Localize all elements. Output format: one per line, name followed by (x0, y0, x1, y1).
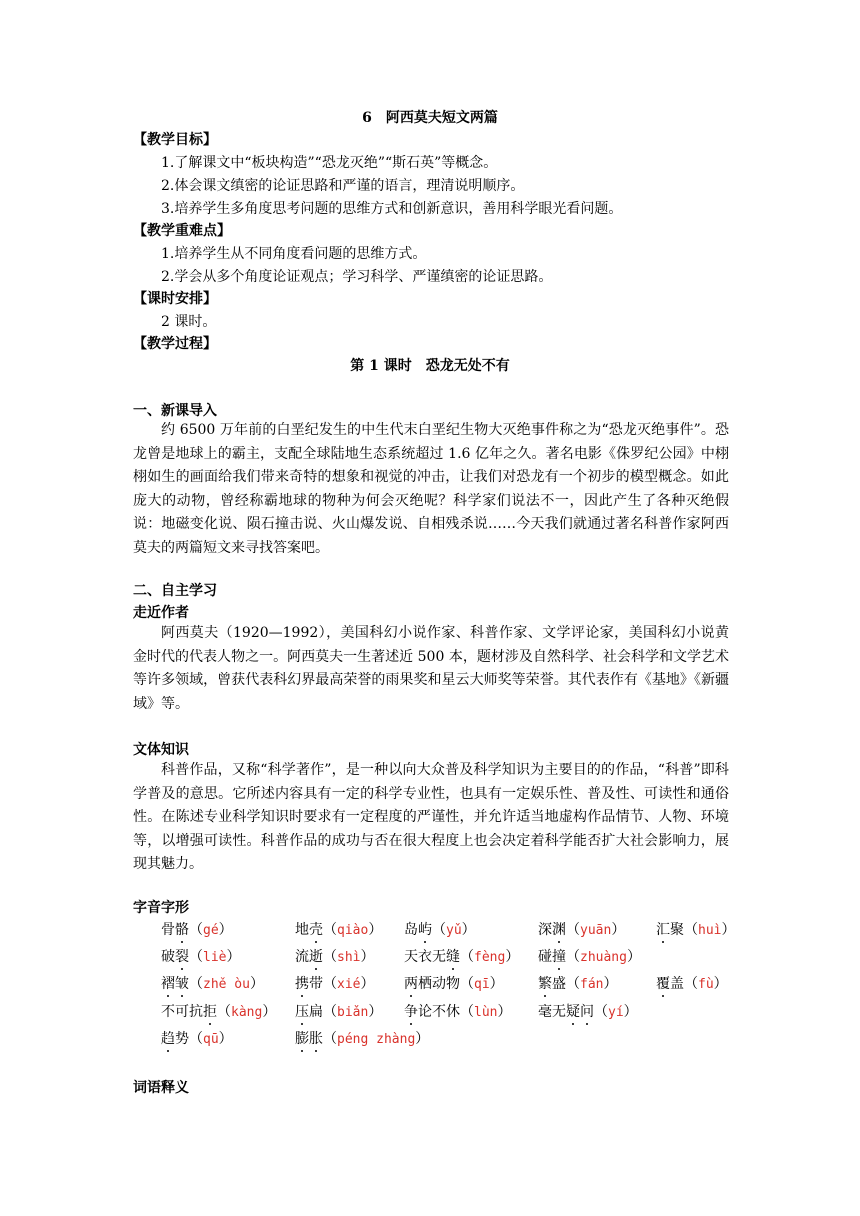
pronunciation-word: 碰撞 (538, 949, 566, 965)
section-heading-self-study: 二、自主学习 (133, 583, 217, 599)
pinyin-text: xié (337, 977, 361, 992)
pronunciation-word: 骨骼 (161, 922, 189, 938)
pinyin-text: yuān (580, 923, 612, 938)
pronunciation-word: 天衣无缝 (404, 949, 460, 965)
pronunciation-item: 碰撞（zhuàng） (538, 946, 641, 966)
pronunciation-item: 天衣无缝（fèng） (404, 946, 519, 966)
pinyin-text: fèng (474, 950, 506, 965)
pronunciation-word: 深渊 (538, 922, 566, 938)
pronunciation-word: 汇聚 (656, 922, 684, 938)
pinyin-text: péng zhàng (337, 1032, 416, 1047)
key-point-item: 2.学会从多个角度论证观点；学习科学、严谨缜密的论证思路。 (161, 269, 553, 285)
pinyin-text: shì (337, 950, 361, 965)
pronunciation-word: 压扁 (295, 1004, 323, 1020)
pinyin-text: fán (580, 977, 604, 992)
pronunciation-heading: 字音字形 (133, 900, 189, 916)
pronunciation-word: 岛屿 (404, 922, 432, 938)
pronunciation-word: 两栖动物 (404, 976, 460, 992)
schedule-value: 2 课时。 (161, 314, 217, 330)
pronunciation-word: 不可抗拒 (161, 1004, 217, 1020)
pronunciation-word: 流逝 (295, 949, 323, 965)
pronunciation-item: 岛屿（yǔ） (404, 919, 476, 939)
pinyin-text: gé (203, 923, 219, 938)
pronunciation-item: 两栖动物（qī） (404, 973, 504, 993)
intro-paragraph: 约 6500 万年前的白垩纪发生的中生代末白垩纪生物大灭绝事件称之为“恐龙灭绝事件”。恐龙曾是地球上的霸主，支配全球陆地生态系统超过 1.6 亿年之久。著名电影《侏罗纪公园》中栩栩如生的画面给我们带来奇特的想象和视觉的冲击，让我们对恐龙有一个初步的模型概念。如此庞大的动物，曾经称霸地球的物种为何会灭绝呢？科学家们说法不一，因此产生了各种灭绝假说：地磁变化说、陨石撞击说、火山爆发说、自相残杀说……今天我们就通过著名科普作家阿西莫夫的两篇短文来寻找答案吧。 (133, 422, 729, 556)
pronunciation-item: 流逝（shì） (295, 946, 374, 966)
pinyin-text: liè (203, 950, 227, 965)
document-title: 6 阿西莫夫短文两篇 (362, 110, 498, 126)
key-points-heading: 【教学重难点】 (133, 223, 231, 239)
pronunciation-word: 地壳 (295, 922, 323, 938)
pronunciation-word: 趋势 (161, 1031, 189, 1047)
author-paragraph: 阿西莫夫（1920—1992），美国科幻小说作家、科普作家、文学评论家，美国科幻小说黄金时代的代表人物之一。阿西莫夫一生著述近 500 本，题材涉及自然科学、社会科学和文学艺术等许多领域，曾获代表科幻界最高荣誉的雨果奖和星云大师奖等荣誉。其代表作有《基地》《新疆域》等。 (133, 625, 729, 712)
pronunciation-item: 毫无疑问（yí） (538, 1001, 638, 1021)
pinyin-text: qiào (337, 923, 369, 938)
pronunciation-item: 携带（xié） (295, 973, 374, 993)
pinyin-text: kàng (231, 1005, 263, 1020)
schedule-heading: 【课时安排】 (133, 291, 217, 307)
pinyin-text: yǔ (446, 923, 462, 938)
pinyin-text: huì (698, 923, 722, 938)
pronunciation-item: 地壳（qiào） (295, 919, 382, 939)
pinyin-text: qū (203, 1032, 219, 1047)
pronunciation-item: 争论不休（lùn） (404, 1001, 511, 1021)
pinyin-text: fù (698, 977, 714, 992)
pronunciation-item: 压扁（biǎn） (295, 1001, 382, 1021)
genre-paragraph: 科普作品，又称“科学著作”，是一种以向大众普及科学知识为主要目的的作品，“科普”即科学普及的意思。它所述内容具有一定的科学专业性，也具有一定娱乐性、普及性、可读性和通俗性。在陈述专业科学知识时要求有一定程度的严谨性，并允许适当地虚构作品情节、人物、环境等，以增强可读性。科普作品的成功与否在很大程度上也会决定着科学能否扩大社会影响力，展现其魅力。 (133, 762, 729, 872)
pronunciation-item: 深渊（yuān） (538, 919, 625, 939)
section-heading-intro: 一、新课导入 (133, 403, 217, 419)
pronunciation-item: 覆盖（fù） (656, 973, 728, 993)
pronunciation-item: 破裂（liè） (161, 946, 240, 966)
goal-item: 1.了解课文中“板块构造”“恐龙灭绝”“斯石英”等概念。 (161, 155, 498, 171)
pronunciation-item: 趋势（qū） (161, 1028, 233, 1048)
pronunciation-item: 膨胀（péng zhàng） (295, 1028, 429, 1048)
goals-heading: 【教学目标】 (133, 132, 217, 148)
pronunciation-word: 膨胀 (295, 1031, 323, 1047)
pronunciation-item: 繁盛（fán） (538, 973, 617, 993)
pinyin-text: zhě òu (203, 977, 250, 992)
pinyin-text: biǎn (337, 1005, 369, 1020)
vocabulary-heading: 词语释义 (133, 1080, 189, 1096)
pinyin-text: yí (608, 1005, 624, 1020)
pronunciation-word: 褶皱 (161, 976, 189, 992)
lesson-title: 第 1 课时 恐龙无处不有 (350, 358, 510, 374)
pinyin-text: zhuàng (580, 950, 627, 965)
genre-heading: 文体知识 (133, 742, 189, 758)
pronunciation-word: 覆盖 (656, 976, 684, 992)
pronunciation-word: 繁盛 (538, 976, 566, 992)
pronunciation-item: 褶皱（zhě òu） (161, 973, 264, 993)
pronunciation-word: 争论不休 (404, 1004, 460, 1020)
pronunciation-word: 携带 (295, 976, 323, 992)
goal-item: 3.培养学生多角度思考问题的思维方式和创新意识，善用科学眼光看问题。 (161, 201, 623, 217)
process-heading: 【教学过程】 (133, 336, 217, 352)
goal-item: 2.体会课文缜密的论证思路和严谨的语言，理清说明顺序。 (161, 178, 525, 194)
key-point-item: 1.培养学生从不同角度看问题的思维方式。 (161, 246, 427, 262)
pronunciation-item: 汇聚（huì） (656, 919, 735, 939)
pronunciation-word: 破裂 (161, 949, 189, 965)
pronunciation-item: 骨骼（gé） (161, 919, 233, 939)
author-heading: 走近作者 (133, 605, 189, 621)
pronunciation-word: 毫无疑问 (538, 1004, 594, 1020)
pinyin-text: lùn (474, 1005, 498, 1020)
pinyin-text: qī (474, 977, 490, 992)
pronunciation-item: 不可抗拒（kàng） (161, 1001, 276, 1021)
